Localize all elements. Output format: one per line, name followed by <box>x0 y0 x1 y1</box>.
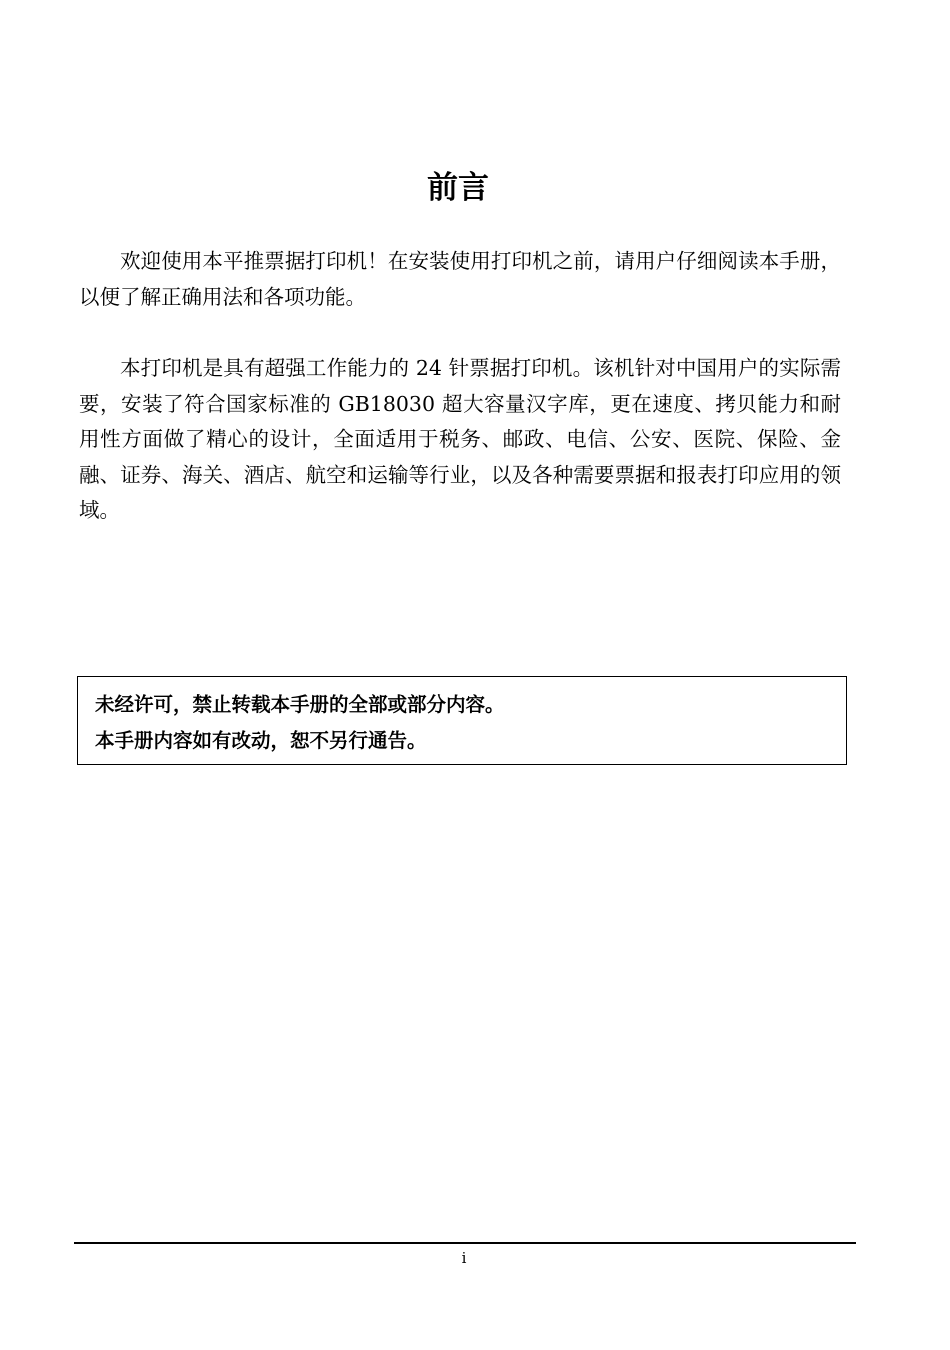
notice-line-changes: 本手册内容如有改动，恕不另行通告。 <box>95 729 427 752</box>
footer-divider <box>74 1242 856 1244</box>
page-title: 前言 <box>427 170 489 206</box>
description-paragraph: 本打印机是具有超强工作能力的 24 针票据打印机。该机针对中国用户的实际需要，安装了符合国家标准的 GB18030 超大容量汉字库，更在速度、拷贝能力和耐用性方面做了精心的设计，全面适用于税务、邮政、电信、公安、医院、保险、金融、证券、海关、酒店、航空和运输等行业，以及各种需要票据和报表打印应用的领域。 <box>79 356 841 522</box>
intro-paragraph: 欢迎使用本平推票据打印机！在安装使用打印机之前，请用户仔细阅读本手册，以便了解正确用法和各项功能。 <box>79 249 841 309</box>
notice-line-reproduction: 未经许可，禁止转载本手册的全部或部分内容。 <box>95 693 505 716</box>
page-number: i <box>461 1249 467 1267</box>
copyright-notice-box <box>77 676 847 765</box>
